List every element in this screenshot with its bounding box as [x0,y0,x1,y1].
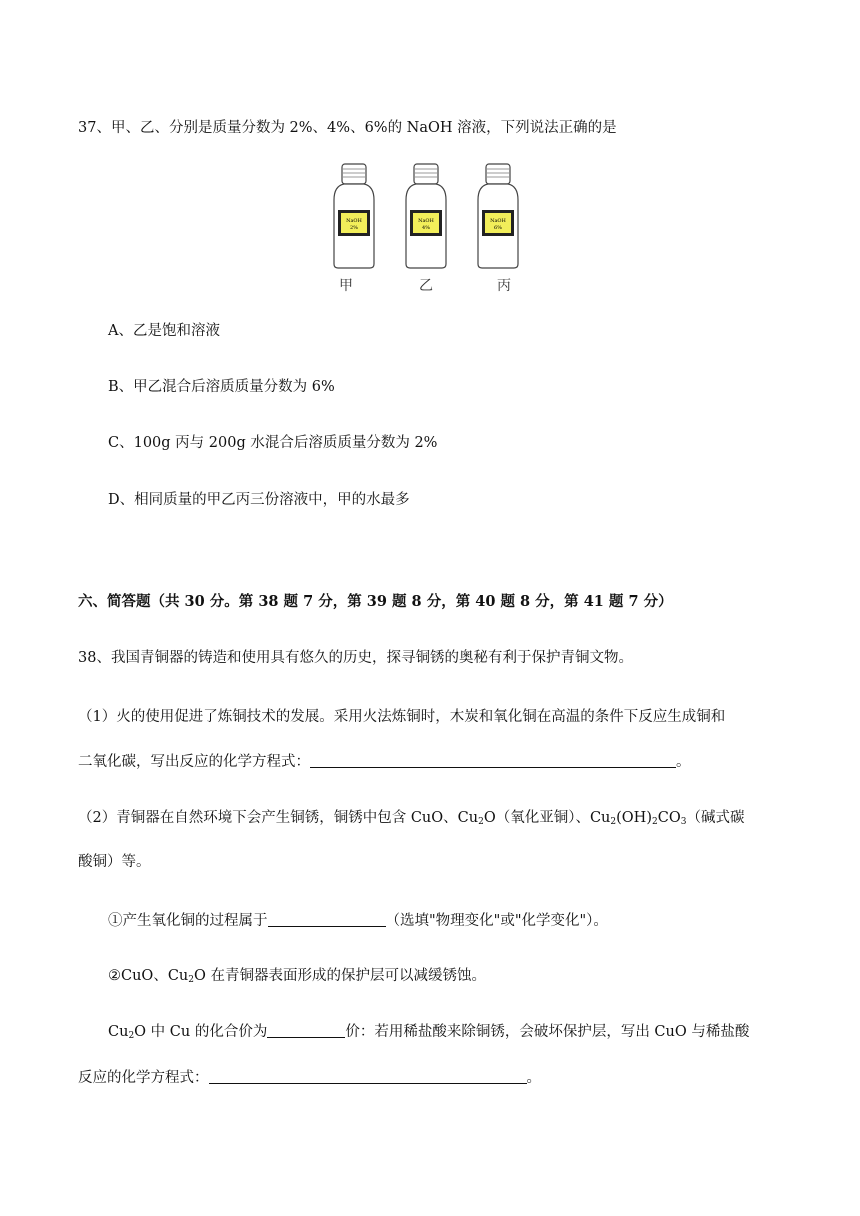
q38-part1-line2 [78,752,691,772]
q38-part1-end: 。 [676,754,691,770]
q38-sub3-text-a: Cu [108,1024,129,1040]
subscript-2: 2 [188,975,194,985]
answer-blank-valence[interactable] [267,1023,345,1038]
answer-blank-equation-1[interactable] [310,753,676,768]
q38-sub3-end: 。 [526,1070,541,1086]
bottle-jia-label-top: NaOH [346,218,362,224]
bottle-yi-label-pct: 4% [422,225,430,231]
q38-sub3-line2-text: 反应的化学方程式： [78,1070,209,1086]
option-d: D、相同质量的甲乙丙三份溶液中，甲的水最多 [108,492,410,508]
answer-blank-equation-2[interactable] [209,1069,527,1084]
subscript-2: 2 [610,817,617,827]
bottle-bing-label-pct: 6% [494,225,502,231]
q38-part2-text-b: O（氧化亚铜）、Cu [483,810,611,826]
bottle-yi-caption: 乙 [419,278,433,294]
section-heading: 六、简答题（共 30 分。第 38 题 7 分，第 39 题 8 分，第 40 题 8 分，第 41 题 7 分） [78,593,673,610]
q38-sub3-text-b: O 中 Cu 的化合价为 [134,1024,268,1040]
bottle-figure [322,160,532,300]
q38-sub2-text-b: O 在青铜器表面形成的保护层可以减缓锈蚀。 [194,968,486,984]
bottle-bing-label-top: NaOH [490,218,506,224]
bottle-jia-caption: 甲 [339,278,353,294]
subscript-2: 2 [652,817,658,827]
q38-stem: 38、我国青铜器的铸造和使用具有悠久的历史，探寻铜锈的奥秘有利于保护青铜文物。 [78,650,633,666]
option-a: A、乙是饱和溶液 [108,323,220,339]
q38-part1-line2-text: 二氧化碳，写出反应的化学方程式： [78,754,310,770]
q38-sub3-line2 [78,1068,541,1088]
answer-blank-change-type[interactable] [268,912,386,927]
q38-part2-line1 [78,808,744,828]
q38-part2-text-c: (OH) [616,810,652,826]
option-b: B、甲乙混合后溶质质量分数为 6% [108,379,335,395]
q38-sub1 [108,911,608,931]
bottle-jia-label-pct: 2% [350,225,358,231]
bottle-bing-caption: 丙 [497,278,511,294]
q38-part2-text-e: （碱式碳 [686,810,745,826]
bottle-bing [478,164,518,294]
q38-sub2-text-a: ②CuO、Cu [108,968,189,984]
subscript-3: 3 [680,817,687,827]
q38-sub3-line1 [108,1022,749,1042]
q38-sub1-text-b: （选填"物理变化"或"化学变化"）。 [385,913,608,929]
q38-sub1-text-a: ①产生氧化铜的过程属于 [108,913,268,929]
q37-stem: 37、甲、乙、分别是质量分数为 2%、4%、6%的 NaOH 溶液，下列说法正确的是 [78,120,617,136]
q38-sub2 [108,966,486,986]
q38-part1-line1: （1）火的使用促进了炼铜技术的发展。采用火法炼铜时，木炭和氧化铜在高温的条件下反应生成铜和 [78,709,726,725]
option-c: C、100g 丙与 200g 水混合后溶质质量分数为 2% [108,435,438,451]
q38-part2-text-d: CO [657,810,681,826]
q38-sub3-text-c: 价：若用稀盐酸来除铜锈，会破坏保护层，写出 CuO 与稀盐酸 [345,1024,750,1040]
subscript-2: 2 [128,1031,135,1041]
q38-part2-line2: 酸铜）等。 [78,854,151,870]
bottle-yi [406,164,446,294]
bottle-jia [334,164,374,294]
bottle-yi-label-top: NaOH [418,218,434,224]
q38-part2-text-a: （2）青铜器在自然环境下会产生铜锈，铜锈中包含 CuO、Cu [78,810,479,826]
bottles-svg [322,160,532,300]
subscript-2: 2 [478,817,484,827]
